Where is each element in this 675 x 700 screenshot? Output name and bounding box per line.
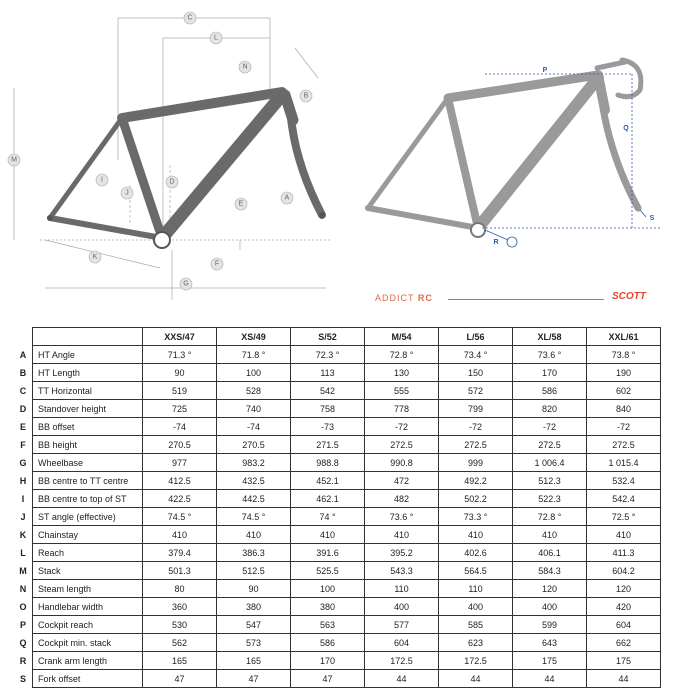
row-value: 584.3: [513, 562, 587, 580]
label-r: R: [493, 239, 499, 246]
row-value: 482: [365, 490, 439, 508]
row-value: 492.2: [439, 472, 513, 490]
row-value: 270.5: [143, 436, 217, 454]
row-value: 73.6 °: [365, 508, 439, 526]
size-header: S/52: [291, 328, 365, 346]
row-value: 501.3: [143, 562, 217, 580]
row-value: 573: [217, 634, 291, 652]
row-value: 47: [143, 670, 217, 688]
row-value: 564.5: [439, 562, 513, 580]
row-parameter: HT Angle: [33, 346, 143, 364]
row-value: 586: [513, 382, 587, 400]
row-value: -72: [513, 418, 587, 436]
row-value: 977: [143, 454, 217, 472]
row-value: 190: [587, 364, 661, 382]
row-value: 130: [365, 364, 439, 382]
row-value: 563: [291, 616, 365, 634]
row-value: 391.6: [291, 544, 365, 562]
row-value: 799: [439, 400, 513, 418]
row-letter: R: [14, 652, 33, 670]
table-row: [14, 400, 661, 418]
row-letter: K: [14, 526, 33, 544]
row-value: 90: [143, 364, 217, 382]
row-value: 272.5: [513, 436, 587, 454]
row-value: 44: [439, 670, 513, 688]
row-value: 73.6 °: [513, 346, 587, 364]
row-value: 100: [217, 364, 291, 382]
row-value: 386.3: [217, 544, 291, 562]
row-letter: L: [14, 544, 33, 562]
row-letter: M: [14, 562, 33, 580]
row-letter: G: [14, 454, 33, 472]
row-value: 400: [365, 598, 439, 616]
size-header: XL/58: [513, 328, 587, 346]
row-value: 577: [365, 616, 439, 634]
row-value: 604.2: [587, 562, 661, 580]
row-parameter: Wheelbase: [33, 454, 143, 472]
row-parameter: Standover height: [33, 400, 143, 418]
row-value: 530: [143, 616, 217, 634]
row-value: 72.8 °: [513, 508, 587, 526]
label-g: G: [183, 280, 189, 288]
row-value: 80: [143, 580, 217, 598]
table-row: [14, 346, 661, 364]
row-value: 272.5: [587, 436, 661, 454]
row-letter: O: [14, 598, 33, 616]
row-letter: B: [14, 364, 33, 382]
row-value: 547: [217, 616, 291, 634]
table-row: [14, 652, 661, 670]
row-value: 519: [143, 382, 217, 400]
row-value: 380: [291, 598, 365, 616]
row-value: 472: [365, 472, 439, 490]
row-letter: F: [14, 436, 33, 454]
row-value: 150: [439, 364, 513, 382]
row-letter: J: [14, 508, 33, 526]
row-value: 175: [513, 652, 587, 670]
row-value: 165: [217, 652, 291, 670]
table-row: [14, 436, 661, 454]
row-parameter: Stack: [33, 562, 143, 580]
row-letter: D: [14, 400, 33, 418]
table-row: [14, 580, 661, 598]
row-parameter: Handlebar width: [33, 598, 143, 616]
row-value: 410: [439, 526, 513, 544]
row-value: 528: [217, 382, 291, 400]
label-k: K: [92, 253, 98, 261]
row-value: 100: [291, 580, 365, 598]
row-value: 820: [513, 400, 587, 418]
table-row: [14, 634, 661, 652]
label-e: E: [238, 200, 244, 208]
row-parameter: Steam length: [33, 580, 143, 598]
geometry-table: [14, 327, 661, 688]
row-value: 643: [513, 634, 587, 652]
row-value: 502.2: [439, 490, 513, 508]
row-value: 758: [291, 400, 365, 418]
row-value: 410: [513, 526, 587, 544]
row-value: -74: [217, 418, 291, 436]
row-parameter: Fork offset: [33, 670, 143, 688]
row-value: 602: [587, 382, 661, 400]
label-b: B: [303, 92, 309, 100]
row-value: 555: [365, 382, 439, 400]
row-value: 999: [439, 454, 513, 472]
row-value: 420: [587, 598, 661, 616]
row-value: 586: [291, 634, 365, 652]
row-value: 543.3: [365, 562, 439, 580]
row-value: 778: [365, 400, 439, 418]
row-value: 360: [143, 598, 217, 616]
row-value: 47: [291, 670, 365, 688]
table-row: [14, 616, 661, 634]
row-value: 406.1: [513, 544, 587, 562]
brand-name: SCOTT: [612, 291, 646, 302]
row-value: 270.5: [217, 436, 291, 454]
table-row: [14, 454, 661, 472]
label-p: P: [542, 67, 548, 74]
row-letter: A: [14, 346, 33, 364]
row-letter: P: [14, 616, 33, 634]
size-header: XXL/61: [587, 328, 661, 346]
row-parameter: Reach: [33, 544, 143, 562]
row-value: 73.3 °: [439, 508, 513, 526]
row-letter: H: [14, 472, 33, 490]
size-header: M/54: [365, 328, 439, 346]
row-value: 120: [587, 580, 661, 598]
row-value: 395.2: [365, 544, 439, 562]
frame-drawings: [0, 0, 675, 322]
row-parameter: Cockpit reach: [33, 616, 143, 634]
label-i: I: [101, 176, 103, 184]
size-header: XS/49: [217, 328, 291, 346]
row-value: 47: [217, 670, 291, 688]
row-value: 725: [143, 400, 217, 418]
row-parameter: TT Horizontal: [33, 382, 143, 400]
row-value: 604: [587, 616, 661, 634]
row-value: 170: [513, 364, 587, 382]
row-value: 172.5: [439, 652, 513, 670]
row-value: 165: [143, 652, 217, 670]
row-letter: C: [14, 382, 33, 400]
label-q: Q: [623, 125, 629, 132]
row-value: 1 015.4: [587, 454, 661, 472]
row-value: 110: [365, 580, 439, 598]
row-parameter: BB centre to TT centre: [33, 472, 143, 490]
row-value: 452.1: [291, 472, 365, 490]
row-value: 410: [291, 526, 365, 544]
table-row: [14, 418, 661, 436]
table-row: [14, 472, 661, 490]
label-f: F: [214, 260, 220, 268]
row-value: 840: [587, 400, 661, 418]
row-value: 442.5: [217, 490, 291, 508]
row-value: 175: [587, 652, 661, 670]
label-a: A: [284, 194, 290, 202]
table-row: [14, 598, 661, 616]
row-value: 44: [513, 670, 587, 688]
row-value: 402.6: [439, 544, 513, 562]
row-value: 400: [439, 598, 513, 616]
table-row: [14, 490, 661, 508]
row-value: 410: [587, 526, 661, 544]
row-value: 74.5 °: [217, 508, 291, 526]
row-value: 512.3: [513, 472, 587, 490]
row-letter: I: [14, 490, 33, 508]
row-value: 400: [513, 598, 587, 616]
row-letter: E: [14, 418, 33, 436]
row-value: 623: [439, 634, 513, 652]
table-row: [14, 562, 661, 580]
header-param-cell: [33, 328, 143, 346]
row-value: 74.5 °: [143, 508, 217, 526]
geometry-figure: [0, 0, 675, 322]
row-value: 72.8 °: [365, 346, 439, 364]
row-value: 983.2: [217, 454, 291, 472]
row-parameter: Crank arm length: [33, 652, 143, 670]
row-value: -72: [439, 418, 513, 436]
row-parameter: ST angle (effective): [33, 508, 143, 526]
row-value: 272.5: [439, 436, 513, 454]
table-row: [14, 508, 661, 526]
row-value: 988.8: [291, 454, 365, 472]
row-value: 271.5: [291, 436, 365, 454]
row-value: 410: [365, 526, 439, 544]
row-value: 525.5: [291, 562, 365, 580]
row-value: 72.5 °: [587, 508, 661, 526]
row-value: 172.5: [365, 652, 439, 670]
header-corner: [14, 328, 33, 346]
row-value: 410: [143, 526, 217, 544]
row-value: -72: [365, 418, 439, 436]
row-value: 662: [587, 634, 661, 652]
row-value: 120: [513, 580, 587, 598]
table-row: [14, 382, 661, 400]
row-value: 990.8: [365, 454, 439, 472]
divider-line: [448, 299, 604, 300]
row-value: 380: [217, 598, 291, 616]
table-row: [14, 526, 661, 544]
row-value: 599: [513, 616, 587, 634]
row-parameter: BB centre to top of ST: [33, 490, 143, 508]
row-value: 522.3: [513, 490, 587, 508]
left-frame-drawing: [8, 12, 330, 300]
row-parameter: BB height: [33, 436, 143, 454]
table-row: [14, 670, 661, 688]
row-value: 1 006.4: [513, 454, 587, 472]
row-value: 272.5: [365, 436, 439, 454]
row-value: 462.1: [291, 490, 365, 508]
row-value: 410: [217, 526, 291, 544]
row-parameter: BB offset: [33, 418, 143, 436]
row-letter: S: [14, 670, 33, 688]
row-value: -74: [143, 418, 217, 436]
row-value: 542.4: [587, 490, 661, 508]
row-value: 44: [587, 670, 661, 688]
row-value: 379.4: [143, 544, 217, 562]
row-value: 532.4: [587, 472, 661, 490]
row-value: 585: [439, 616, 513, 634]
label-j: J: [125, 189, 129, 197]
label-m: M: [11, 156, 17, 164]
row-value: 542: [291, 382, 365, 400]
row-parameter: Cockpit min. stack: [33, 634, 143, 652]
row-value: 604: [365, 634, 439, 652]
row-value: 72.3 °: [291, 346, 365, 364]
table-row: [14, 364, 661, 382]
row-value: 73.4 °: [439, 346, 513, 364]
row-value: 512.5: [217, 562, 291, 580]
size-header: XXS/47: [143, 328, 217, 346]
size-header: L/56: [439, 328, 513, 346]
row-value: -72: [587, 418, 661, 436]
model-prefix: ADDICT: [375, 293, 415, 303]
label-d: D: [169, 178, 175, 186]
row-value: 74 °: [291, 508, 365, 526]
row-letter: N: [14, 580, 33, 598]
row-parameter: HT Length: [33, 364, 143, 382]
row-value: 44: [365, 670, 439, 688]
table-header-row: [14, 328, 661, 346]
row-value: 740: [217, 400, 291, 418]
row-value: 562: [143, 634, 217, 652]
model-name: [375, 293, 433, 303]
row-value: 90: [217, 580, 291, 598]
label-n: N: [242, 63, 248, 71]
row-value: 422.5: [143, 490, 217, 508]
row-value: 110: [439, 580, 513, 598]
row-value: 113: [291, 364, 365, 382]
row-value: 412.5: [143, 472, 217, 490]
row-value: 411.3: [587, 544, 661, 562]
row-letter: Q: [14, 634, 33, 652]
model-suffix: RC: [417, 293, 433, 303]
right-frame-drawing: [368, 60, 660, 247]
label-c: C: [187, 14, 193, 22]
row-value: 572: [439, 382, 513, 400]
row-value: 432.5: [217, 472, 291, 490]
label-l: L: [214, 34, 218, 42]
brand-logo: [612, 291, 646, 302]
row-value: 73.8 °: [587, 346, 661, 364]
row-value: 71.8 °: [217, 346, 291, 364]
table-row: [14, 544, 661, 562]
row-value: 71.3 °: [143, 346, 217, 364]
row-value: 170: [291, 652, 365, 670]
label-s: S: [649, 215, 655, 222]
row-parameter: Chainstay: [33, 526, 143, 544]
row-value: -73: [291, 418, 365, 436]
